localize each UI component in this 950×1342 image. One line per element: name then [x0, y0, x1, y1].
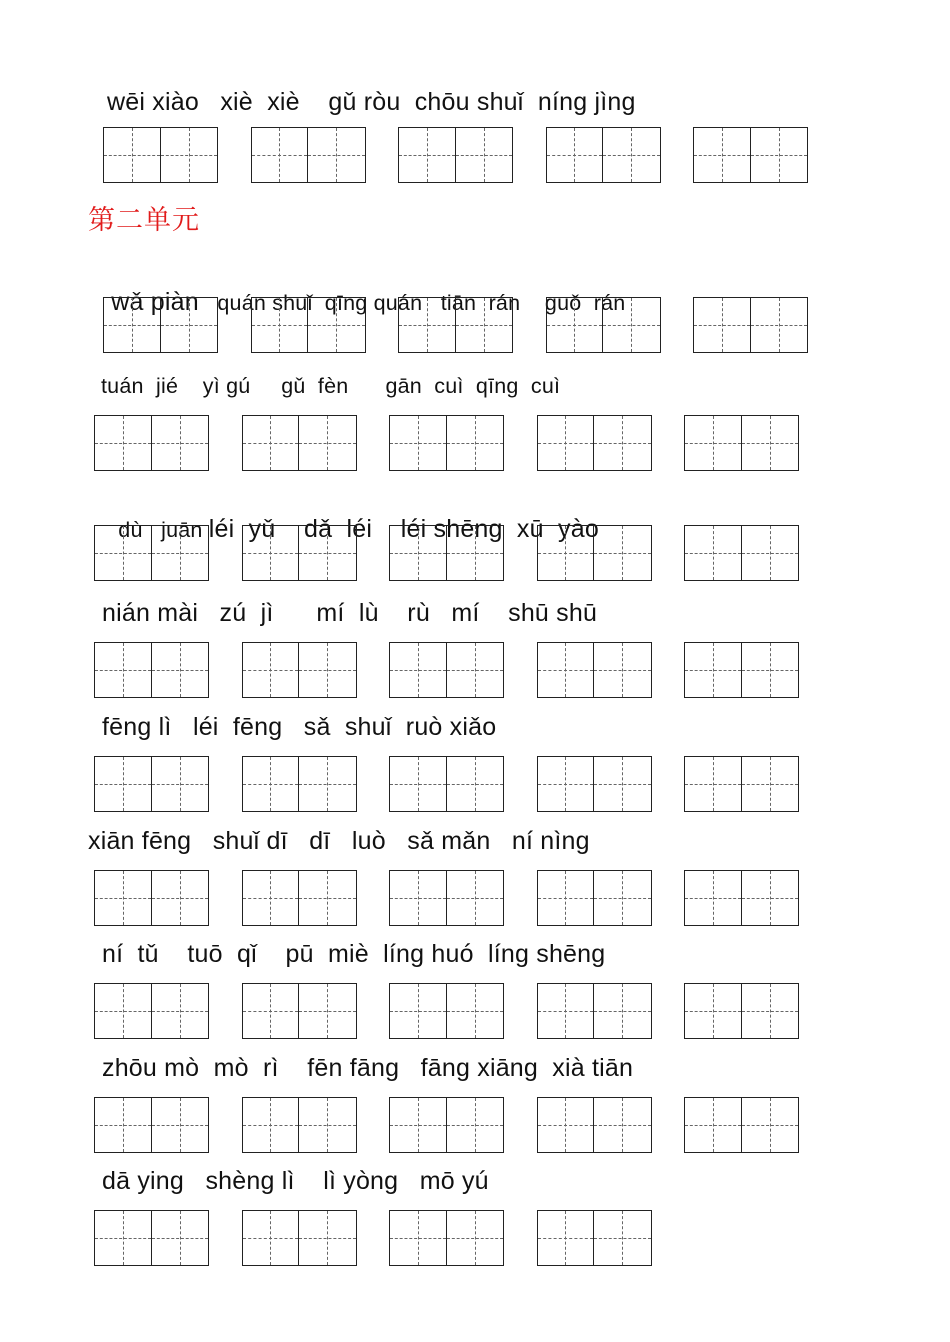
character-cell[interactable]: [390, 1211, 447, 1265]
character-cell[interactable]: [152, 643, 209, 697]
writing-box[interactable]: [537, 1097, 652, 1153]
writing-box[interactable]: [94, 642, 209, 698]
writing-box[interactable]: [389, 1210, 504, 1266]
writing-box[interactable]: [94, 415, 209, 471]
writing-box[interactable]: [389, 525, 504, 581]
pinyin-line-1: wēi xiào xiè xiè gǔ ròu chōu shuǐ níng jìng: [107, 88, 636, 116]
writing-box[interactable]: [242, 525, 357, 581]
character-cell[interactable]: [685, 757, 742, 811]
writing-box[interactable]: [684, 525, 799, 581]
writing-box[interactable]: [684, 1097, 799, 1153]
section-title: 第二单元: [88, 205, 200, 236]
writing-box[interactable]: [94, 525, 209, 581]
character-cell[interactable]: [243, 1098, 300, 1152]
pinyin-segment: quán shuǐ qīng quán tiān rán guǒ rán: [198, 291, 626, 315]
writing-box[interactable]: [242, 642, 357, 698]
character-cell[interactable]: [95, 757, 152, 811]
character-cell[interactable]: [603, 128, 660, 182]
pinyin-line-7: xiān fēng shuǐ dī dī luò sǎ mǎn ní nìng: [88, 827, 590, 855]
character-cell[interactable]: [742, 757, 799, 811]
character-cell[interactable]: [447, 643, 504, 697]
character-cell[interactable]: [447, 1211, 504, 1265]
writing-box[interactable]: [94, 1097, 209, 1153]
character-cell[interactable]: [685, 1098, 742, 1152]
writing-box[interactable]: [389, 870, 504, 926]
character-cell[interactable]: [104, 298, 161, 352]
character-cell[interactable]: [299, 416, 356, 470]
writing-row-10: [94, 1210, 814, 1268]
character-cell[interactable]: [751, 298, 808, 352]
character-cell[interactable]: [594, 984, 651, 1038]
character-cell[interactable]: [95, 1211, 152, 1265]
writing-row-7: [94, 870, 814, 928]
character-cell[interactable]: [299, 1098, 356, 1152]
pinyin-line-9: zhōu mò mò rì fēn fāng fāng xiāng xià tiān: [102, 1054, 634, 1082]
character-cell[interactable]: [299, 757, 356, 811]
character-cell[interactable]: [742, 871, 799, 925]
character-cell[interactable]: [538, 1098, 595, 1152]
character-cell[interactable]: [694, 128, 751, 182]
character-cell[interactable]: [594, 526, 651, 580]
character-cell[interactable]: [447, 416, 504, 470]
writing-box[interactable]: [537, 983, 652, 1039]
writing-row-5: [94, 642, 814, 700]
character-cell[interactable]: [456, 298, 513, 352]
character-cell[interactable]: [299, 1211, 356, 1265]
character-cell[interactable]: [152, 1098, 209, 1152]
pinyin-line-8: ní tǔ tuō qǐ pū miè líng huó líng shēng: [102, 940, 606, 968]
pinyin-line-3: tuán jié yì gú gǔ fèn gān cuì qīng cuì: [101, 374, 561, 398]
writing-box[interactable]: [94, 756, 209, 812]
pinyin-segment: léi yǔ dǎ léi léi shēng xū yào: [208, 515, 599, 543]
character-cell[interactable]: [95, 871, 152, 925]
writing-box[interactable]: [684, 756, 799, 812]
character-cell[interactable]: [603, 298, 660, 352]
writing-box[interactable]: [389, 642, 504, 698]
character-cell[interactable]: [104, 128, 161, 182]
character-cell[interactable]: [152, 757, 209, 811]
character-cell[interactable]: [95, 643, 152, 697]
character-cell[interactable]: [390, 1098, 447, 1152]
character-cell[interactable]: [243, 984, 300, 1038]
character-cell[interactable]: [538, 416, 595, 470]
character-cell[interactable]: [243, 643, 300, 697]
character-cell[interactable]: [252, 298, 309, 352]
character-cell[interactable]: [594, 1098, 651, 1152]
character-cell[interactable]: [390, 757, 447, 811]
character-cell[interactable]: [152, 984, 209, 1038]
character-cell[interactable]: [390, 871, 447, 925]
character-cell[interactable]: [390, 526, 447, 580]
writing-row-8: [94, 983, 814, 1041]
writing-box[interactable]: [398, 297, 513, 353]
character-cell[interactable]: [538, 526, 595, 580]
writing-box[interactable]: [242, 1097, 357, 1153]
writing-box[interactable]: [537, 756, 652, 812]
character-cell[interactable]: [538, 1211, 595, 1265]
character-cell[interactable]: [742, 984, 799, 1038]
writing-box[interactable]: [537, 525, 652, 581]
character-cell[interactable]: [152, 416, 209, 470]
pinyin-segment: wǎ piàn: [111, 288, 199, 316]
writing-row-4: [94, 525, 814, 583]
writing-box[interactable]: [537, 1210, 652, 1266]
writing-box[interactable]: [242, 415, 357, 471]
writing-box[interactable]: [94, 1210, 209, 1266]
writing-box[interactable]: [242, 983, 357, 1039]
pinyin-segment: dù juān: [118, 518, 209, 542]
character-cell[interactable]: [538, 984, 595, 1038]
character-cell[interactable]: [685, 984, 742, 1038]
writing-box[interactable]: [242, 756, 357, 812]
character-cell[interactable]: [95, 1098, 152, 1152]
writing-box[interactable]: [398, 127, 513, 183]
character-cell[interactable]: [538, 757, 595, 811]
writing-box[interactable]: [251, 297, 366, 353]
writing-box[interactable]: [537, 415, 652, 471]
character-cell[interactable]: [742, 416, 799, 470]
character-cell[interactable]: [685, 526, 742, 580]
writing-box[interactable]: [389, 1097, 504, 1153]
writing-box[interactable]: [684, 870, 799, 926]
character-cell[interactable]: [547, 298, 604, 352]
writing-box[interactable]: [537, 642, 652, 698]
character-cell[interactable]: [390, 643, 447, 697]
writing-box[interactable]: [242, 870, 357, 926]
writing-box[interactable]: [684, 415, 799, 471]
character-cell[interactable]: [299, 526, 356, 580]
character-cell[interactable]: [685, 643, 742, 697]
character-cell[interactable]: [299, 871, 356, 925]
character-cell[interactable]: [243, 757, 300, 811]
writing-box[interactable]: [684, 642, 799, 698]
character-cell[interactable]: [95, 526, 152, 580]
character-cell[interactable]: [399, 298, 456, 352]
writing-box[interactable]: [103, 297, 218, 353]
writing-box[interactable]: [537, 870, 652, 926]
writing-box[interactable]: [389, 415, 504, 471]
character-cell[interactable]: [594, 416, 651, 470]
character-cell[interactable]: [685, 871, 742, 925]
writing-box[interactable]: [242, 1210, 357, 1266]
writing-row-3: [94, 415, 814, 473]
character-cell[interactable]: [538, 643, 595, 697]
character-cell[interactable]: [594, 871, 651, 925]
character-cell[interactable]: [299, 643, 356, 697]
writing-box[interactable]: [546, 127, 661, 183]
writing-box[interactable]: [693, 127, 808, 183]
character-cell[interactable]: [447, 526, 504, 580]
writing-row-6: [94, 756, 814, 814]
character-cell[interactable]: [95, 416, 152, 470]
character-cell[interactable]: [161, 298, 218, 352]
writing-box[interactable]: [684, 983, 799, 1039]
writing-box[interactable]: [389, 983, 504, 1039]
character-cell[interactable]: [742, 643, 799, 697]
pinyin-line-10: dā ying shèng lì lì yòng mō yú: [102, 1167, 489, 1195]
character-cell[interactable]: [594, 643, 651, 697]
character-cell[interactable]: [152, 1211, 209, 1265]
writing-box[interactable]: [94, 870, 209, 926]
character-cell[interactable]: [694, 298, 751, 352]
writing-box[interactable]: [693, 297, 808, 353]
character-cell[interactable]: [243, 416, 300, 470]
character-cell[interactable]: [308, 298, 365, 352]
character-cell[interactable]: [742, 1098, 799, 1152]
writing-box[interactable]: [389, 756, 504, 812]
pinyin-line-6: fēng lì léi fēng sǎ shuǐ ruò xiǎo: [102, 713, 497, 741]
character-cell[interactable]: [685, 416, 742, 470]
writing-row-1: [103, 127, 823, 185]
character-cell[interactable]: [594, 1211, 651, 1265]
character-cell[interactable]: [243, 1211, 300, 1265]
character-cell[interactable]: [742, 526, 799, 580]
character-cell[interactable]: [95, 984, 152, 1038]
character-cell[interactable]: [447, 984, 504, 1038]
character-cell[interactable]: [456, 128, 513, 182]
character-cell[interactable]: [751, 128, 808, 182]
pinyin-line-5: nián mài zú jì mí lù rù mí shū shū: [102, 599, 598, 627]
character-cell[interactable]: [252, 128, 309, 182]
character-cell[interactable]: [547, 128, 604, 182]
writing-box[interactable]: [94, 983, 209, 1039]
writing-row-2: [103, 297, 823, 355]
character-cell[interactable]: [152, 871, 209, 925]
character-cell[interactable]: [399, 128, 456, 182]
character-cell[interactable]: [308, 128, 365, 182]
writing-box[interactable]: [546, 297, 661, 353]
character-cell[interactable]: [390, 984, 447, 1038]
character-cell[interactable]: [447, 757, 504, 811]
writing-box[interactable]: [103, 127, 218, 183]
character-cell[interactable]: [538, 871, 595, 925]
character-cell[interactable]: [243, 871, 300, 925]
character-cell[interactable]: [447, 1098, 504, 1152]
character-cell[interactable]: [161, 128, 218, 182]
character-cell[interactable]: [390, 416, 447, 470]
writing-box[interactable]: [251, 127, 366, 183]
character-cell[interactable]: [152, 526, 209, 580]
character-cell[interactable]: [299, 984, 356, 1038]
character-cell[interactable]: [594, 757, 651, 811]
character-cell[interactable]: [243, 526, 300, 580]
writing-row-9: [94, 1097, 814, 1155]
character-cell[interactable]: [447, 871, 504, 925]
